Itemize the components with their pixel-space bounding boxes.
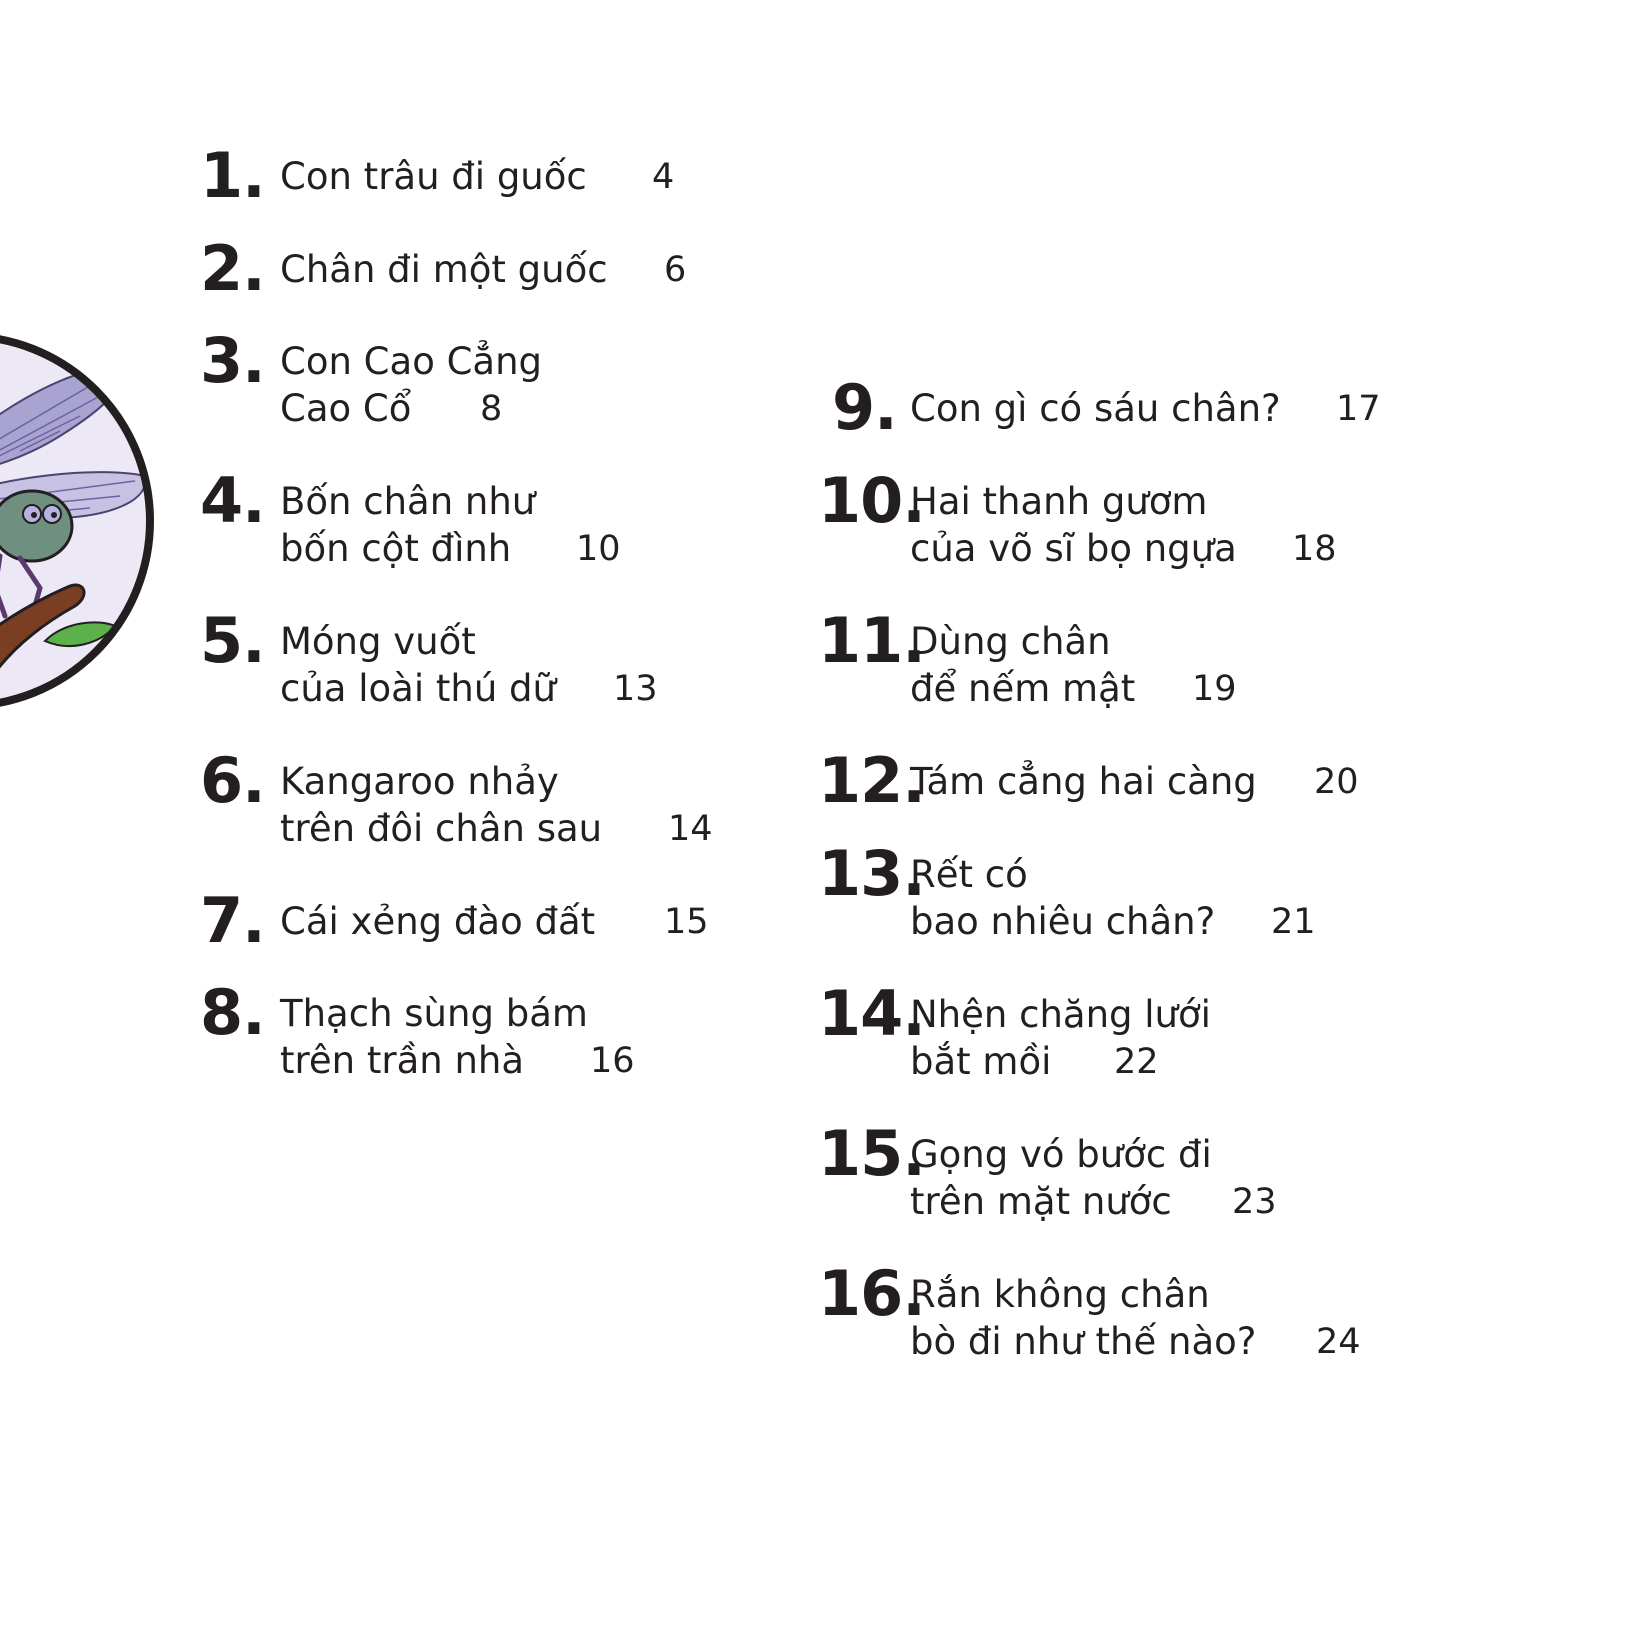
dragonfly-pupil-right [51, 512, 57, 518]
entry-page-number: 6 [664, 250, 687, 290]
entry-page-number: 18 [1292, 529, 1337, 569]
entry-number: 12. [818, 744, 925, 817]
entry-title-line-2: bò đi như thế nào? [910, 1320, 1257, 1363]
entry-number: 5. [200, 604, 265, 677]
entry-title: Tám cẳng hai càng [910, 760, 1257, 803]
entry-title-line-1: Móng vuốt [280, 620, 476, 663]
entry-title: Con trâu đi guốc [280, 155, 587, 198]
entry-page-number: 22 [1114, 1042, 1159, 1082]
entry-title-line-2: trên đôi chân sau [280, 807, 603, 850]
entry-title-line-2: trên mặt nước [910, 1180, 1172, 1223]
entry-number: 2. [200, 232, 265, 305]
entry-number: 16. [818, 1257, 925, 1330]
entry-number: 6. [200, 744, 265, 817]
entry-page-number: 4 [652, 157, 675, 197]
entry-title-line-2: bắt mồi [910, 1040, 1052, 1083]
entry-title-line-1: Rết có [910, 853, 1028, 896]
entry-number: 11. [818, 604, 925, 677]
entry-page-number: 8 [480, 389, 503, 429]
entry-number: 7. [200, 884, 265, 957]
entry-page-number: 23 [1232, 1182, 1277, 1222]
entry-title-line-2: bốn cột đình [280, 527, 512, 570]
entry-title-line-2: trên trần nhà [280, 1039, 525, 1082]
dragonfly-head [0, 491, 72, 561]
entry-title-line-2: của loài thú dữ [280, 667, 556, 710]
entry-title: Cái xẻng đào đất [280, 900, 596, 943]
entry-number: 8. [200, 976, 265, 1049]
entry-title-line-2: của võ sĩ bọ ngựa [910, 527, 1237, 570]
entry-title-line-1: Gọng vó bước đi [910, 1133, 1212, 1176]
dragonfly-illustration [0, 326, 160, 716]
entry-title: Chân đi một guốc [280, 248, 608, 291]
entry-page-number: 20 [1314, 762, 1359, 802]
entry-page-number: 13 [613, 669, 658, 709]
entry-page-number: 19 [1192, 669, 1237, 709]
entry-title-line-2: bao nhiêu chân? [910, 900, 1216, 943]
entry-title-line-1: Rắn không chân [910, 1273, 1210, 1316]
entry-number: 14. [818, 977, 925, 1050]
entry-page-number: 15 [664, 902, 709, 942]
entry-number: 3. [200, 324, 265, 397]
entry-number: 15. [818, 1117, 925, 1190]
entry-number: 10. [818, 464, 925, 537]
entry-number: 1. [200, 139, 265, 212]
entry-title-line-2: để nếm mật [910, 667, 1136, 710]
entry-page-number: 16 [590, 1041, 635, 1081]
entry-page-number: 21 [1271, 902, 1316, 942]
entry-number: 4. [200, 464, 265, 537]
entry-title-line-1: Kangaroo nhảy [280, 760, 559, 803]
entry-page-number: 24 [1316, 1322, 1361, 1362]
entry-title-line-1: Con Cao Cẳng [280, 340, 543, 383]
entry-title-line-2: Cao Cổ [280, 387, 412, 430]
entry-page-number: 14 [668, 809, 713, 849]
entry-title-line-1: Bốn chân như [280, 480, 536, 523]
entry-page-number: 10 [576, 529, 621, 569]
entry-number: 13. [818, 837, 925, 910]
entry-title-line-1: Dùng chân [910, 620, 1111, 663]
entry-title: Con gì có sáu chân? [910, 387, 1281, 430]
entry-title-line-1: Hai thanh gươm [910, 480, 1208, 523]
entry-title-line-1: Thạch sùng bám [280, 992, 588, 1035]
dragonfly-pupil-left [31, 512, 37, 518]
entry-title-line-1: Nhện chăng lưới [910, 993, 1211, 1036]
entry-number: 9. [832, 371, 897, 444]
entry-page-number: 17 [1336, 389, 1381, 429]
